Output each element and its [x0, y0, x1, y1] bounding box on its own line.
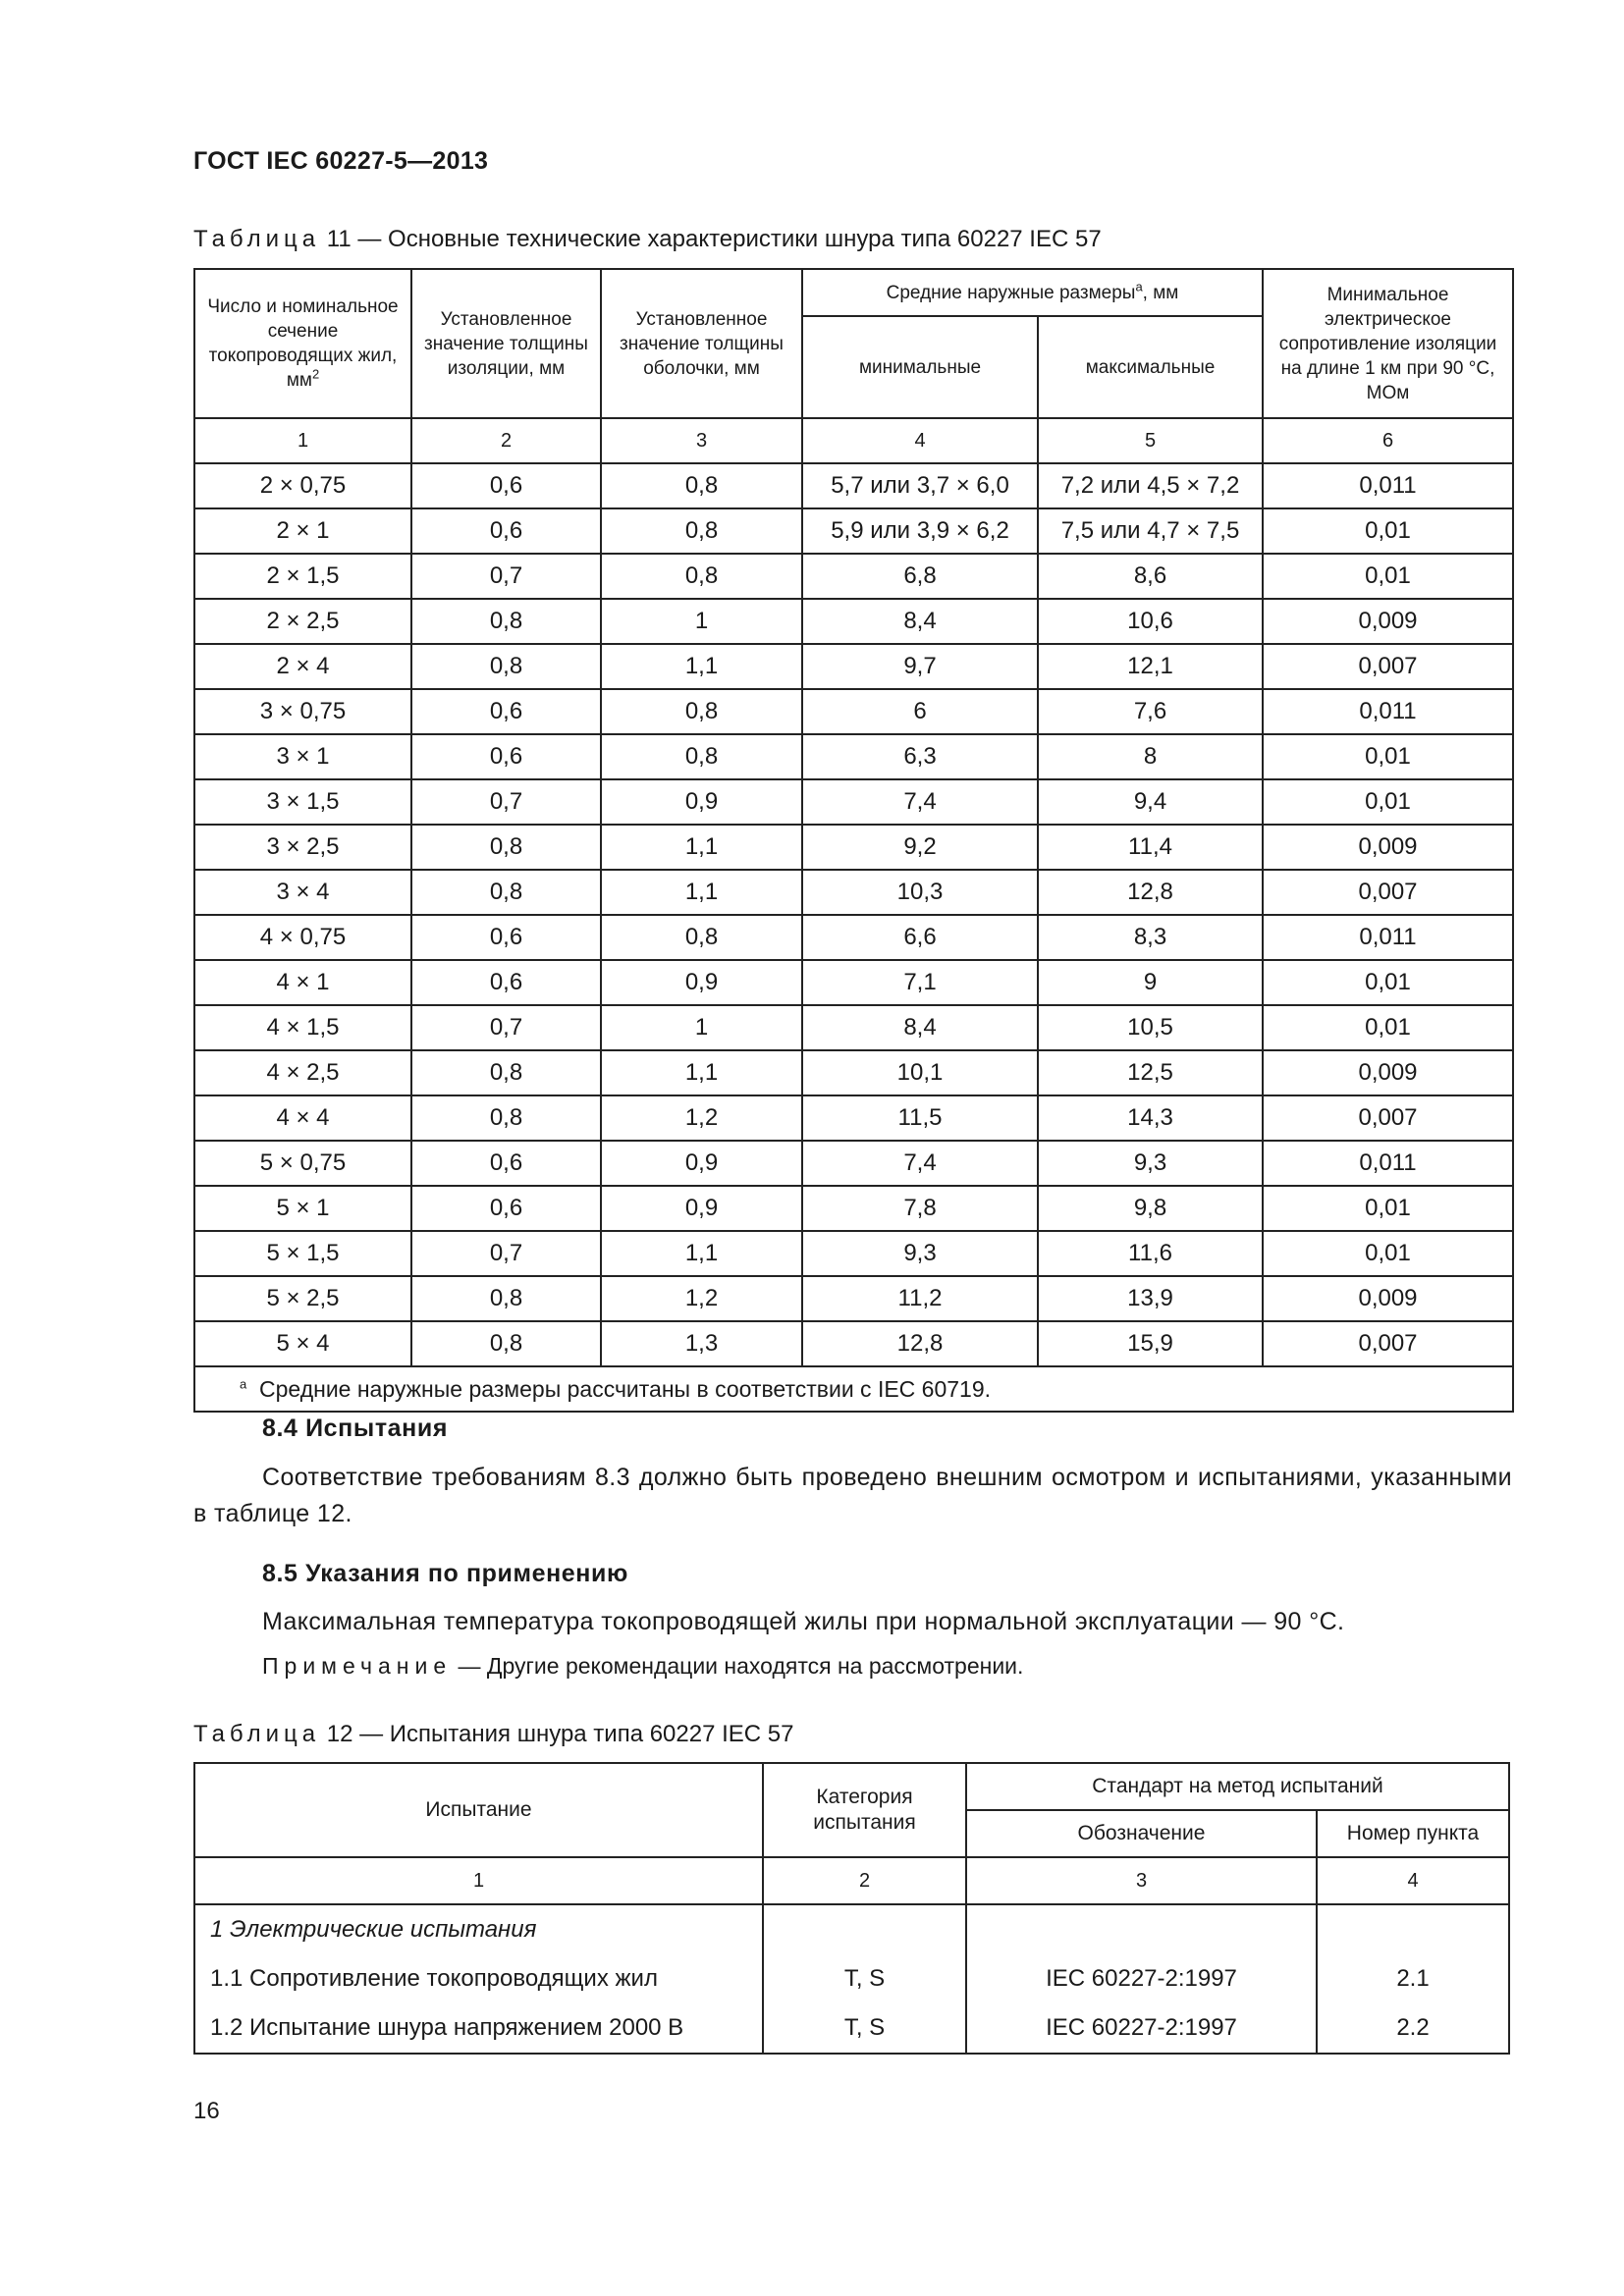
- table-cell: 9: [1038, 960, 1263, 1005]
- table-cell: 3 × 4: [194, 870, 411, 915]
- table-cell: 5,9 или 3,9 × 6,2: [802, 508, 1038, 554]
- table-cell: 7,6: [1038, 689, 1263, 734]
- table-cell: 1: [601, 1005, 802, 1050]
- caption-text: 11 — Основные технические характеристики шнура типа 60227 IEC 57: [320, 226, 1102, 252]
- table-cell: 6,3: [802, 734, 1038, 779]
- table-cell: 5 × 1: [194, 1186, 411, 1231]
- col-header-maximum: максимальные: [1038, 316, 1263, 418]
- table-cell: 0,7: [411, 779, 601, 825]
- table-cell: 6,6: [802, 915, 1038, 960]
- table-row: [194, 508, 1513, 554]
- table-row: [194, 915, 1513, 960]
- table-cell: 0,8: [411, 1050, 601, 1095]
- table-cell: 6,8: [802, 554, 1038, 599]
- table-cell: 1,1: [601, 825, 802, 870]
- section-8-5-heading: 8.5 Указания по применению: [262, 1560, 628, 1587]
- table-cell: 0,9: [601, 1186, 802, 1231]
- table-cell: 5 × 0,75: [194, 1141, 411, 1186]
- table-cell: 0,6: [411, 1186, 601, 1231]
- col-header-clause: Номер пункта: [1317, 1810, 1509, 1857]
- table-cell: 0,6: [411, 960, 601, 1005]
- table-cell: 0,8: [411, 825, 601, 870]
- table-cell: 0,01: [1263, 734, 1513, 779]
- table-cell: 11,4: [1038, 825, 1263, 870]
- table-row: [194, 1186, 1513, 1231]
- col-header-category: Категория испытания: [763, 1763, 966, 1857]
- table-cell: 0,007: [1263, 644, 1513, 689]
- table-cell: 4 × 0,75: [194, 915, 411, 960]
- table-11: [193, 268, 1514, 1413]
- table-cell: 0,007: [1263, 870, 1513, 915]
- table-cell: 0,7: [411, 1231, 601, 1276]
- table-cell: 4 × 2,5: [194, 1050, 411, 1095]
- table-cell: 5,7 или 3,7 × 6,0: [802, 463, 1038, 508]
- table-cell: 3 × 2,5: [194, 825, 411, 870]
- table-cell: 5 × 1,5: [194, 1231, 411, 1276]
- table-cell: 8,4: [802, 599, 1038, 644]
- section-8-5-text: Максимальная температура токопроводящей жилы при нормальной эксплуатации — 90 °С.: [262, 1608, 1345, 1635]
- table-cell: 12,5: [1038, 1050, 1263, 1095]
- table-cell: 0,8: [601, 508, 802, 554]
- table-cell: 11,2: [802, 1276, 1038, 1321]
- table-cell: 0,8: [601, 689, 802, 734]
- table-cell: 1,1: [601, 870, 802, 915]
- table-cell: 0,011: [1263, 915, 1513, 960]
- table-row: [194, 463, 1513, 508]
- table-cell: 0,009: [1263, 825, 1513, 870]
- note-text: — Другие рекомендации находятся на рассмотрении.: [452, 1653, 1024, 1679]
- test-name: 1.2 Испытание шнура напряжением 2000 В: [210, 2014, 684, 2041]
- table-cell: 0,8: [411, 1095, 601, 1141]
- table-12: [193, 1762, 1510, 2055]
- table-row: [194, 1276, 1513, 1321]
- table-cell: 10,3: [802, 870, 1038, 915]
- table-cell: 2 × 1,5: [194, 554, 411, 599]
- table-row: [194, 599, 1513, 644]
- table-cell: 7,8: [802, 1186, 1038, 1231]
- table-cell: 4 × 4: [194, 1095, 411, 1141]
- caption-text: 12 — Испытания шнура типа 60227 IEC 57: [320, 1721, 794, 1747]
- table-cell: 1,2: [601, 1095, 802, 1141]
- table-cell: 3 × 1: [194, 734, 411, 779]
- col-header-insulation: Установленное значение толщины изоляции, мм: [411, 269, 601, 418]
- table-cell: 0,8: [601, 554, 802, 599]
- page-number: 16: [193, 2098, 220, 2124]
- table-cell: 0,8: [601, 734, 802, 779]
- section-8-4-heading: 8.4 Испытания: [262, 1415, 449, 1442]
- table-cell: 0,6: [411, 734, 601, 779]
- table-cell: 9,3: [1038, 1141, 1263, 1186]
- table-row: [194, 960, 1513, 1005]
- table-cell: 0,01: [1263, 508, 1513, 554]
- table-cell: 12,1: [1038, 644, 1263, 689]
- document-header: ГОСТ IEC 60227-5—2013: [193, 147, 489, 175]
- table-row: [194, 734, 1513, 779]
- table-cell: 0,007: [1263, 1321, 1513, 1366]
- test-clause: 2.1: [1396, 1965, 1430, 1992]
- table-cell: 1,2: [601, 1276, 802, 1321]
- table-cell: 0,7: [411, 1005, 601, 1050]
- test-clause: 2.2: [1396, 2014, 1430, 2041]
- test-category: T, S: [843, 1965, 886, 1992]
- table-cell: 0,8: [411, 1276, 601, 1321]
- table-cell: 9,2: [802, 825, 1038, 870]
- table-12-caption: [193, 1721, 794, 1748]
- table-row: [194, 1231, 1513, 1276]
- table-cell: 3 × 1,5: [194, 779, 411, 825]
- table-cell: 1,1: [601, 1050, 802, 1095]
- test-designation: IEC 60227-2:1997: [1046, 2014, 1237, 2041]
- table-cell: 1: [601, 599, 802, 644]
- table-cell: 9,3: [802, 1231, 1038, 1276]
- table-cell: 5 × 4: [194, 1321, 411, 1366]
- table-cell: 15,9: [1038, 1321, 1263, 1366]
- table-row: [194, 779, 1513, 825]
- test-designation: IEC 60227-2:1997: [1046, 1965, 1237, 1992]
- table-cell: 1,3: [601, 1321, 802, 1366]
- table-row: [194, 1321, 1513, 1366]
- col-header-resistance: Минимальное электрическое сопротивление изоляции на длине 1 км при 90 °С, МОм: [1263, 269, 1513, 418]
- table-cell: 0,6: [411, 508, 601, 554]
- table-cell: 0,011: [1263, 463, 1513, 508]
- col-header-test: Испытание: [194, 1763, 763, 1857]
- table-cell: 10,1: [802, 1050, 1038, 1095]
- table-cell: 8,4: [802, 1005, 1038, 1050]
- note: [262, 1653, 1023, 1680]
- table-cell: 0,01: [1263, 1231, 1513, 1276]
- table-cell: 0,6: [411, 689, 601, 734]
- table-cell: 0,9: [601, 779, 802, 825]
- table-cell: 2 × 0,75: [194, 463, 411, 508]
- table-cell: 7,4: [802, 1141, 1038, 1186]
- table-row: [194, 1095, 1513, 1141]
- table-cell: 8,6: [1038, 554, 1263, 599]
- table-cell: 0,7: [411, 554, 601, 599]
- table-cell: 0,01: [1263, 779, 1513, 825]
- table-row: [194, 1904, 1509, 2054]
- table-cell: 0,9: [601, 960, 802, 1005]
- table-row: [194, 554, 1513, 599]
- col-header-outer-dimensions: Средние наружные размеры$^a$, мм: [802, 269, 1263, 316]
- table-cell: 0,8: [411, 644, 601, 689]
- table-cell: 9,8: [1038, 1186, 1263, 1231]
- table-cell: 0,011: [1263, 689, 1513, 734]
- caption-word: Таблица: [193, 226, 321, 252]
- table-cell: 7,2 или 4,5 × 7,2: [1038, 463, 1263, 508]
- table-cell: 11,5: [802, 1095, 1038, 1141]
- table-cell: 1,1: [601, 644, 802, 689]
- table-cell: 0,9: [601, 1141, 802, 1186]
- col-header-standard: Стандарт на метод испытаний: [966, 1763, 1509, 1810]
- table-cell: 0,01: [1263, 554, 1513, 599]
- table-cell: 7,5 или 4,7 × 7,5: [1038, 508, 1263, 554]
- table-cell: 4 × 1: [194, 960, 411, 1005]
- table-cell: 3 × 0,75: [194, 689, 411, 734]
- table-cell: 0,8: [411, 599, 601, 644]
- table-cell: 0,8: [601, 463, 802, 508]
- table-cell: 6: [802, 689, 1038, 734]
- table-cell: 0,01: [1263, 960, 1513, 1005]
- table-cell: 2 × 1: [194, 508, 411, 554]
- table-cell: 0,6: [411, 463, 601, 508]
- table-row: [194, 870, 1513, 915]
- table-row: [194, 825, 1513, 870]
- table-cell: 5 × 2,5: [194, 1276, 411, 1321]
- test-name: 1.1 Сопротивление токопроводящих жил: [210, 1965, 658, 1992]
- table-cell: 4 × 1,5: [194, 1005, 411, 1050]
- column-number-row: 1 2 3 4: [194, 1857, 1509, 1904]
- table-cell: 7,4: [802, 779, 1038, 825]
- caption-word: Таблица: [193, 1721, 321, 1747]
- table-cell: 2 × 4: [194, 644, 411, 689]
- table-cell: 0,8: [411, 1321, 601, 1366]
- table-row: [194, 1005, 1513, 1050]
- table-cell: 9,7: [802, 644, 1038, 689]
- table-cell: 13,9: [1038, 1276, 1263, 1321]
- table-cell: 0,01: [1263, 1005, 1513, 1050]
- table-cell: 2 × 2,5: [194, 599, 411, 644]
- table-cell: 0,007: [1263, 1095, 1513, 1141]
- table-cell: 0,009: [1263, 1050, 1513, 1095]
- table-cell: 0,01: [1263, 1186, 1513, 1231]
- table-row: [194, 689, 1513, 734]
- table-row: [194, 644, 1513, 689]
- table-cell: 0,011: [1263, 1141, 1513, 1186]
- group-title: 1 Электрические испытания: [210, 1916, 537, 1943]
- table-cell: 0,6: [411, 915, 601, 960]
- col-header-minimum: минимальные: [802, 316, 1038, 418]
- table-11-caption: [193, 226, 1102, 253]
- table-cell: 0,8: [411, 870, 601, 915]
- table-cell: 0,009: [1263, 1276, 1513, 1321]
- table-row: [194, 1050, 1513, 1095]
- table-cell: 11,6: [1038, 1231, 1263, 1276]
- table-cell: 12,8: [1038, 870, 1263, 915]
- section-8-4-text: Соответствие требованиям 8.3 должно быть проведено внешним осмотром и испытаниями, указанными в таблице 12.: [193, 1464, 1512, 1527]
- table-11-footnote: $^a$ Средние наружные размеры рассчитаны в соответствии с IEC 60719.: [194, 1366, 1513, 1412]
- table-cell: 10,6: [1038, 599, 1263, 644]
- test-category: T, S: [843, 2014, 886, 2041]
- table-row: [194, 1141, 1513, 1186]
- note-word: Примечание: [262, 1653, 453, 1679]
- col-header-conductors: Число и номинальное сечение токопроводящих жил, $мм^2$: [194, 269, 411, 418]
- table-cell: 7,1: [802, 960, 1038, 1005]
- table-cell: 0,8: [601, 915, 802, 960]
- table-cell: 0,6: [411, 1141, 601, 1186]
- col-header-designation: Обозначение: [966, 1810, 1317, 1857]
- table-cell: 9,4: [1038, 779, 1263, 825]
- table-cell: 8,3: [1038, 915, 1263, 960]
- table-cell: 12,8: [802, 1321, 1038, 1366]
- table-cell: 10,5: [1038, 1005, 1263, 1050]
- col-header-sheath: Установленное значение толщины оболочки, мм: [601, 269, 802, 418]
- table-cell: 1,1: [601, 1231, 802, 1276]
- table-cell: 8: [1038, 734, 1263, 779]
- table-cell: 0,009: [1263, 599, 1513, 644]
- table-cell: 14,3: [1038, 1095, 1263, 1141]
- column-number-row: 1 2 3 4 5 6: [194, 418, 1513, 463]
